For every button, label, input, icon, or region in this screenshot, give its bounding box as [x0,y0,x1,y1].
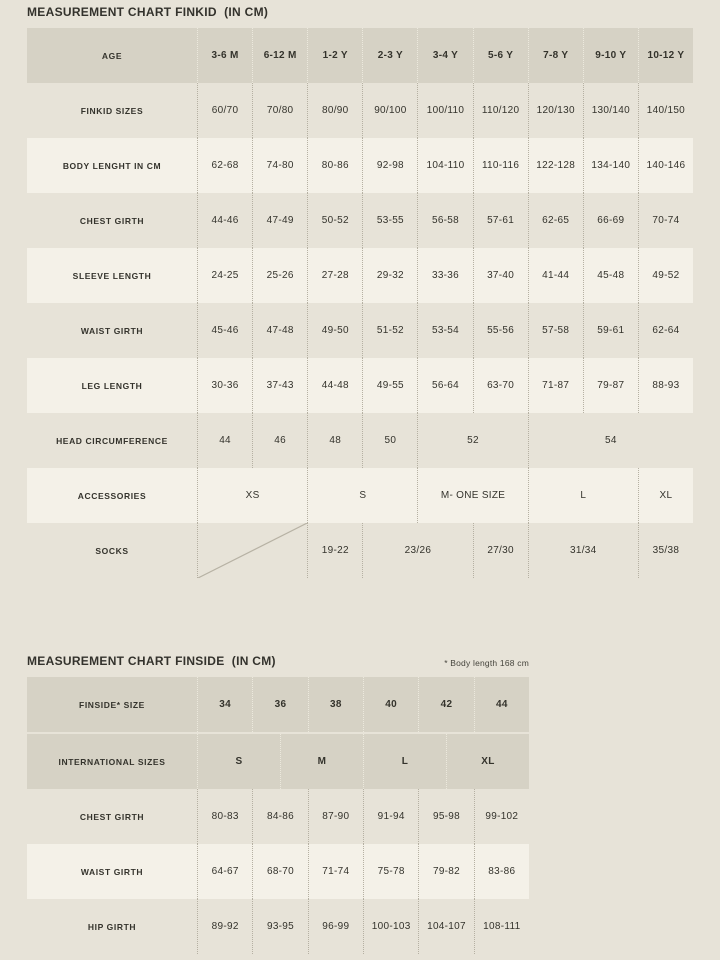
finside-title-row [27,654,529,668]
table-row [27,413,693,468]
value-cell: 1-2 Y [307,28,362,83]
table-row [27,789,529,844]
table-header-row [27,734,529,789]
value-cell: 62-65 [528,193,583,248]
value-cell: 99-102 [474,789,529,844]
finside-chart-section [27,654,720,954]
value-cell: 24-25 [197,248,252,303]
value-cell: 47-48 [252,303,307,358]
value-cell: 23/26 [362,523,472,578]
value-cell: 55-56 [473,303,528,358]
value-cell: 40 [363,677,418,732]
value-cell: 49-50 [307,303,362,358]
finkid-chart-title: MEASUREMENT CHART FINKID (IN CM) [27,5,269,19]
value-cell: 74-80 [252,138,307,193]
value-cell: 91-94 [363,789,418,844]
value-cell: 104-110 [417,138,472,193]
value-cell: 31/34 [528,523,638,578]
value-cell: 134-140 [583,138,638,193]
body-length-footnote: * Body length 168 cm [444,658,529,668]
row-label: HIP GIRTH [87,921,137,932]
value-cell: XL [446,734,529,789]
value-cell: S [307,468,417,523]
value-cell: 50-52 [307,193,362,248]
value-cell: 79-87 [583,358,638,413]
value-cell: 7-8 Y [528,28,583,83]
value-cell: 49-52 [638,248,693,303]
row-label: WAIST GIRTH [80,866,144,877]
value-cell: 56-58 [417,193,472,248]
value-cell: 38 [308,677,363,732]
value-cell: 108-111 [474,899,529,954]
row-label: HEAD CIRCUMFERENCE [56,435,168,446]
value-cell: 45-48 [583,248,638,303]
value-cell: 88-93 [638,358,693,413]
value-cell: 46 [252,413,307,468]
value-cell: 44-46 [197,193,252,248]
finside-chart-title: MEASUREMENT CHART FINSIDE (IN CM) [27,654,276,668]
row-label: LEG LENGTH [81,380,143,391]
table-row [27,83,693,138]
finkid-measurement-table [27,28,720,578]
value-cell: 6-12 M [252,28,307,83]
value-cell: S [197,734,280,789]
value-cell: 27-28 [307,248,362,303]
value-cell: 27/30 [473,523,528,578]
value-cell: 53-54 [417,303,472,358]
value-cell: 57-61 [473,193,528,248]
value-cell: 51-52 [362,303,417,358]
value-cell: 140/150 [638,83,693,138]
value-cell: 59-61 [583,303,638,358]
value-cell: 83-86 [474,844,529,899]
value-cell: 60/70 [197,83,252,138]
value-cell: 30-36 [197,358,252,413]
value-cell: 140-146 [638,138,693,193]
row-label: CHEST GIRTH [79,215,145,226]
row-label: BODY LENGHT IN CM [62,160,162,171]
value-cell: 10-12 Y [638,28,693,83]
value-cell: 29-32 [362,248,417,303]
value-cell: 100/110 [417,83,472,138]
value-cell: 66-69 [583,193,638,248]
value-cell: 92-98 [362,138,417,193]
table-row [27,358,693,413]
value-cell: 93-95 [252,899,307,954]
value-cell: 71-74 [308,844,363,899]
value-cell: 36 [252,677,307,732]
value-cell: 5-6 Y [473,28,528,83]
row-label: SLEEVE LENGTH [72,270,152,281]
value-cell: 35/38 [638,523,693,578]
finkid-chart-section [27,5,720,578]
value-cell: XS [197,468,307,523]
value-cell: 3-4 Y [417,28,472,83]
value-cell: 33-36 [417,248,472,303]
value-cell: 34 [197,677,252,732]
row-label: AGE [101,50,123,61]
value-cell: 47-49 [252,193,307,248]
value-cell: 37-43 [252,358,307,413]
value-cell: 48 [307,413,362,468]
value-cell: 54 [528,413,693,468]
value-cell: 9-10 Y [583,28,638,83]
value-cell: 41-44 [528,248,583,303]
row-label: FINSIDE* SIZE [79,699,145,710]
value-cell: 62-68 [197,138,252,193]
value-cell: 3-6 M [197,28,252,83]
diagonal-slash-icon [198,523,307,578]
value-cell: 2-3 Y [362,28,417,83]
value-cell: 45-46 [197,303,252,358]
value-cell: 42 [418,677,473,732]
value-cell: 53-55 [362,193,417,248]
value-cell: M [280,734,363,789]
value-cell: 19-22 [307,523,362,578]
value-cell: 52 [417,413,527,468]
value-cell: 62-64 [638,303,693,358]
value-cell: 80/90 [307,83,362,138]
value-cell: 100-103 [363,899,418,954]
value-cell: 75-78 [363,844,418,899]
value-cell: 87-90 [308,789,363,844]
table-row [27,523,693,578]
row-label: SOCKS [95,545,129,556]
value-cell: 37-40 [473,248,528,303]
row-label: CHEST GIRTH [79,811,145,822]
value-cell: 90/100 [362,83,417,138]
value-cell: 71-87 [528,358,583,413]
value-cell: 122-128 [528,138,583,193]
value-cell: 44-48 [307,358,362,413]
value-cell: L [363,734,446,789]
table-row [27,248,693,303]
table-row [27,193,693,248]
value-cell: 44 [197,413,252,468]
row-label: INTERNATIONAL SIZES [58,756,166,767]
row-label: ACCESSORIES [77,490,147,501]
value-cell: 49-55 [362,358,417,413]
value-cell: M- ONE SIZE [417,468,527,523]
table-row [27,303,693,358]
value-cell: XL [638,468,693,523]
value-cell: 80-83 [197,789,252,844]
value-cell: 44 [474,677,529,732]
table-row [27,468,693,523]
value-cell: 120/130 [528,83,583,138]
finside-measurement-table [27,677,720,954]
table-row [27,899,529,954]
value-cell: 96-99 [308,899,363,954]
row-label: WAIST GIRTH [80,325,144,336]
row-label: FINKID SIZES [80,105,144,116]
value-cell: 70/80 [252,83,307,138]
value-cell: 63-70 [473,358,528,413]
value-cell: 50 [362,413,417,468]
value-cell: 80-86 [307,138,362,193]
table-row [27,844,529,899]
value-cell: 84-86 [252,789,307,844]
value-cell: 57-58 [528,303,583,358]
value-cell: 130/140 [583,83,638,138]
value-cell: 25-26 [252,248,307,303]
table-header-row [27,677,529,732]
value-cell: 110-116 [473,138,528,193]
table-row [27,138,693,193]
value-cell: 64-67 [197,844,252,899]
value-cell: 56-64 [417,358,472,413]
value-cell: 70-74 [638,193,693,248]
value-cell: 68-70 [252,844,307,899]
not-available-cell [197,523,307,578]
value-cell: L [528,468,638,523]
value-cell: 95-98 [418,789,473,844]
value-cell: 104-107 [418,899,473,954]
table-header-row [27,28,693,83]
value-cell: 79-82 [418,844,473,899]
value-cell: 89-92 [197,899,252,954]
value-cell: 110/120 [473,83,528,138]
